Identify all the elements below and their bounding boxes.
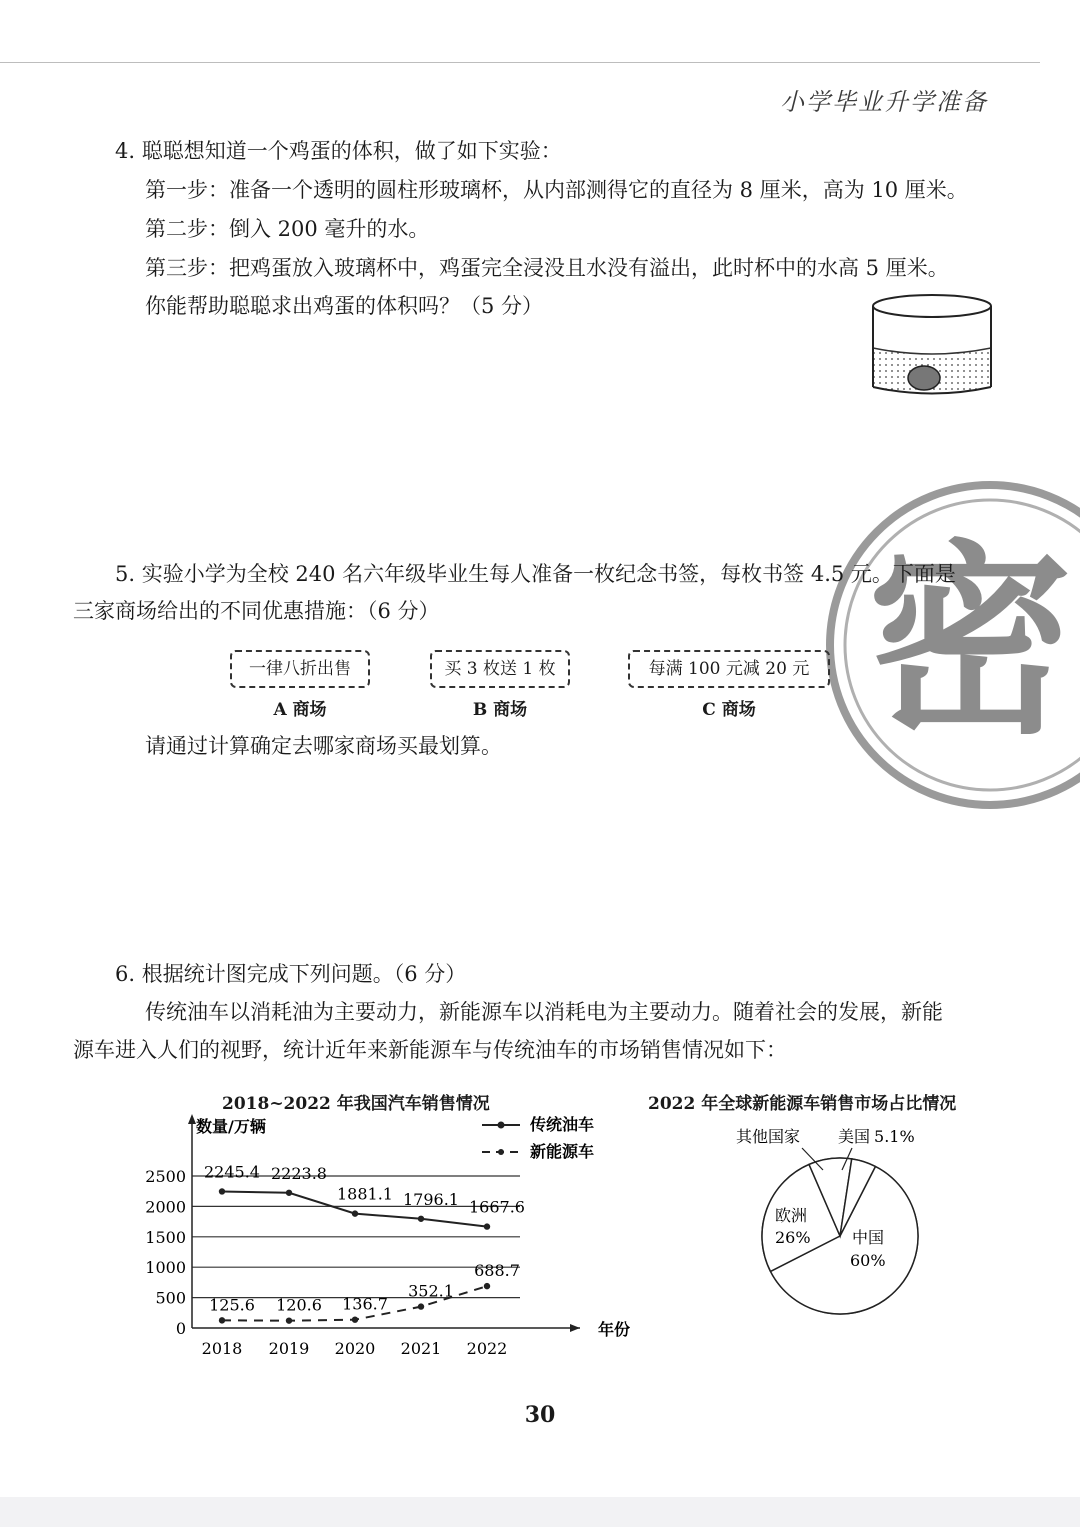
data-label: 125.6: [209, 1295, 255, 1315]
glass-with-egg-illustration: [865, 290, 1000, 405]
x-tick-label: 2022: [466, 1339, 508, 1358]
q5-line-1: [115, 559, 956, 589]
legend: [482, 1115, 594, 1161]
pie-chart: [720, 1118, 960, 1318]
y-tick-label: 2000: [145, 1197, 186, 1217]
q4-line-3: 第二步：倒入 200 毫升的水。: [145, 217, 430, 241]
data-point: [484, 1283, 490, 1289]
data-label: 352.1: [408, 1281, 454, 1301]
line-chart-title: 2018~2022 年我国汽车销售情况: [222, 1094, 490, 1114]
y-axis-label: 数量/万辆: [196, 1117, 266, 1136]
offer-box-c: [628, 650, 830, 688]
q5-line-2: 三家商场给出的不同优惠措施：（6 分）: [73, 599, 440, 623]
data-point: [418, 1216, 424, 1222]
y-tick-label: 500: [155, 1288, 186, 1308]
footer-band: [0, 1497, 1080, 1527]
q5-question: 请通过计算确定去哪家商场买最划算。: [145, 734, 502, 758]
mall-label-b: B 商场: [472, 700, 528, 720]
data-label: 688.7: [474, 1261, 520, 1281]
y-axis-arrow: [188, 1114, 196, 1124]
q4-number: 4.: [115, 139, 136, 163]
x-axis-arrow: [570, 1324, 580, 1332]
q4-line-2: 第一步：准备一个透明的圆柱形玻璃杯，从内部测得它的直径为 8 厘米，高为 10 厘米。: [145, 178, 968, 202]
x-tick-label: 2019: [268, 1339, 310, 1358]
data-point: [418, 1303, 424, 1309]
data-label: 1667.6: [469, 1197, 525, 1217]
pie-label-other: 其他国家: [736, 1127, 801, 1146]
line-chart: [140, 1110, 640, 1370]
pie-label-china-name: 中国: [852, 1228, 885, 1247]
data-label: 136.7: [342, 1294, 388, 1314]
y-tick-label: 0: [175, 1319, 186, 1338]
q6-text-1: 根据统计图完成下列问题。（6 分）: [141, 962, 467, 986]
data-point: [286, 1190, 292, 1196]
pie-label-usa-value: 5.1%: [874, 1127, 915, 1146]
pie-label-usa-name: 美国: [838, 1127, 871, 1146]
data-label: 2245.4: [204, 1162, 260, 1182]
data-point: [219, 1317, 225, 1323]
stamp-character: 密: [867, 522, 1073, 762]
data-label: 1881.1: [337, 1184, 393, 1204]
q6-line-3: 源车进入人们的视野，统计近年来新能源车与传统油车的市场销售情况如下：: [73, 1038, 787, 1062]
offer-text-a: 一律八折出售: [249, 659, 351, 679]
pie-label-europe-value: 26%: [775, 1228, 811, 1247]
q6-line-2: 传统油车以消耗油为主要动力，新能源车以消耗电为主要动力。随着社会的发展，新能: [145, 1000, 943, 1024]
q5-number: 5.: [115, 562, 136, 586]
y-tick-label: 1000: [145, 1258, 186, 1278]
glass-rim: [873, 295, 991, 317]
offer-text-b: 买 3 枚送 1 枚: [444, 659, 556, 679]
data-point: [352, 1210, 358, 1216]
q4-text-1: 聪聪想知道一个鸡蛋的体积，做了如下实验：: [141, 139, 562, 163]
offer-box-a: [230, 650, 370, 688]
legend-label-oil: 传统油车: [530, 1115, 595, 1134]
pie-label-europe-name: 欧洲: [775, 1206, 808, 1225]
data-label: 1796.1: [403, 1189, 459, 1209]
mall-label-c: C 商场: [702, 700, 756, 720]
x-axis-label: 年份: [598, 1320, 631, 1339]
offer-box-b: [430, 650, 570, 688]
x-tick-label: 2021: [400, 1339, 442, 1358]
header-rule: [0, 62, 1040, 63]
data-point: [352, 1316, 358, 1322]
q6-number: 6.: [115, 962, 136, 986]
pie-chart-title: 2022 年全球新能源车销售市场占比情况: [648, 1094, 957, 1114]
data-point: [219, 1188, 225, 1194]
data-label: 2223.8: [271, 1163, 327, 1183]
q4-line-5: 你能帮助聪聪求出鸡蛋的体积吗？（5 分）: [145, 294, 544, 318]
secret-stamp: [820, 475, 1080, 815]
q4-line-1: [115, 136, 562, 166]
data-point: [286, 1317, 292, 1323]
y-tick-label: 1500: [145, 1227, 186, 1247]
page-number: 30: [524, 1402, 556, 1428]
header-title: 小学毕业升学准备: [780, 88, 988, 116]
pie-label-china-value: 60%: [850, 1251, 886, 1270]
offer-text-c: 每满 100 元减 20 元: [648, 659, 810, 679]
q4-line-4: 第三步：把鸡蛋放入玻璃杯中，鸡蛋完全浸没且水没有溢出，此时杯中的水高 5 厘米。: [145, 256, 949, 280]
data-label: 120.6: [276, 1295, 322, 1315]
data-point: [484, 1223, 490, 1229]
q6-line-1: [115, 959, 466, 989]
q5-text-1: 实验小学为全校 240 名六年级毕业生每人准备一枚纪念书签，每枚书签 4.5 元。下面是: [141, 562, 956, 586]
mall-label-a: A 商场: [273, 700, 327, 720]
y-tick-label: 2500: [145, 1167, 186, 1186]
x-tick-label: 2018: [201, 1339, 243, 1358]
legend-label-nev: 新能源车: [530, 1142, 595, 1161]
pie-label-usa: [838, 1127, 915, 1146]
egg-shape: [908, 366, 940, 390]
x-tick-label: 2020: [334, 1339, 376, 1358]
